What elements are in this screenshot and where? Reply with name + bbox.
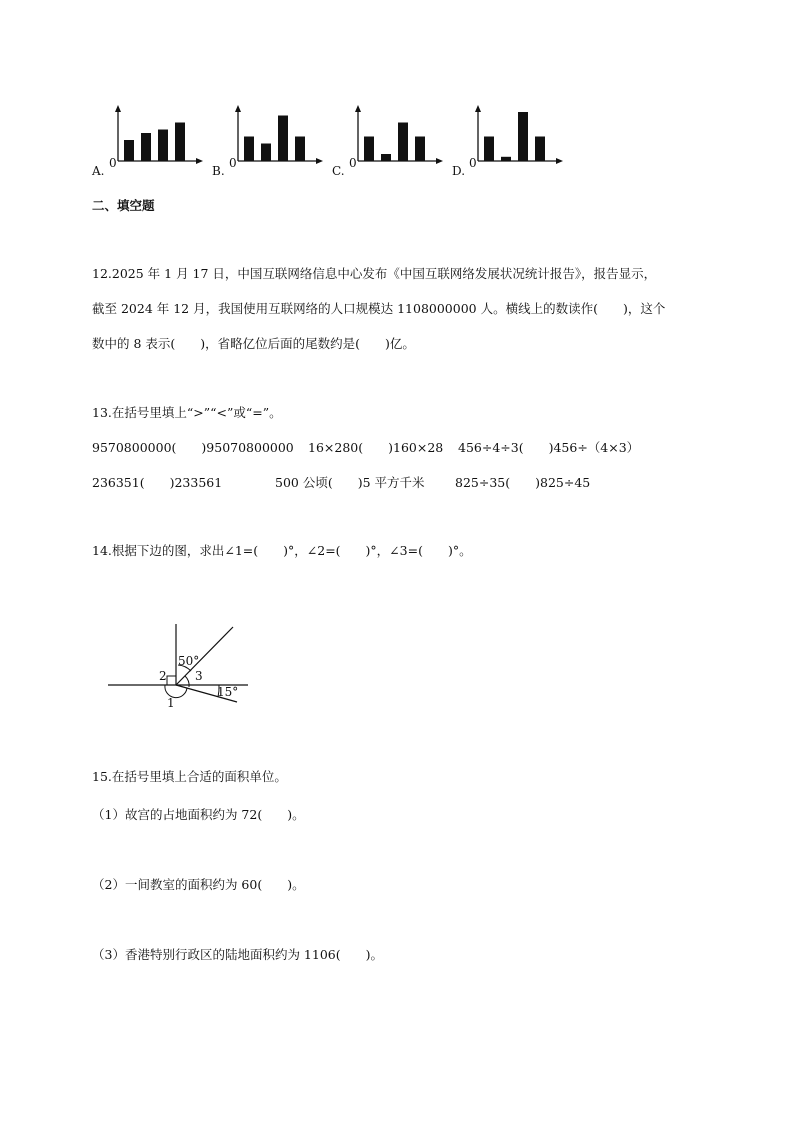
option-a[interactable]	[92, 104, 212, 180]
q12-line-1: 12.2025 年 1 月 17 日，中国互联网络信息中心发布《中国互联网络发展状况统计报告》，报告显示，	[92, 266, 657, 281]
x-axis-arrow	[556, 158, 563, 164]
bar	[158, 130, 168, 162]
q13-title: 13.在括号里填上“>”“<”或“=”。	[92, 405, 282, 420]
bar	[261, 144, 271, 162]
q13-r2-c3: 825÷35( )825÷45	[455, 475, 591, 490]
q14-text: 14.根据下边的图，求出∠1=( )°，∠2=( )°，∠3=( )°。	[92, 543, 472, 558]
option-d[interactable]	[452, 104, 572, 180]
bar	[484, 137, 494, 162]
bar	[501, 157, 511, 161]
x-axis-arrow	[196, 158, 203, 164]
option-d-chart	[470, 104, 570, 168]
x-axis-arrow	[316, 158, 323, 164]
option-b[interactable]	[212, 104, 332, 180]
bar	[175, 123, 185, 162]
bar	[364, 137, 374, 162]
bar	[278, 116, 288, 162]
option-c-label: C.	[332, 164, 345, 178]
q13-r2-c1: 236351( )233561	[92, 475, 223, 490]
option-d-zero: 0	[469, 156, 477, 170]
option-b-chart	[230, 104, 330, 168]
label-15-deg: 15°	[217, 685, 239, 699]
q13-r1-c1: 9570800000( )95070800000	[92, 440, 294, 455]
option-d-label: D.	[452, 164, 466, 178]
q13-r1-c2: 16×280( )160×28	[308, 440, 444, 455]
q13-r2-c2: 500 公顷( )5 平方千米	[275, 475, 425, 490]
bar	[535, 137, 545, 162]
label-angle-3: 3	[195, 669, 203, 683]
bar	[381, 154, 391, 161]
option-c-zero: 0	[349, 156, 357, 170]
y-axis-arrow	[475, 105, 481, 112]
y-axis-arrow	[355, 105, 361, 112]
option-b-zero: 0	[229, 156, 237, 170]
option-c[interactable]	[332, 104, 452, 180]
label-angle-1: 1	[167, 696, 175, 710]
bar	[398, 123, 408, 162]
x-axis-arrow	[436, 158, 443, 164]
bar	[124, 140, 134, 161]
option-b-label: B.	[212, 164, 225, 178]
label-angle-2: 2	[159, 669, 167, 683]
bar	[141, 133, 151, 161]
bar	[415, 137, 425, 162]
q15-title: 15.在括号里填上合适的面积单位。	[92, 769, 287, 784]
option-a-label: A.	[92, 164, 105, 178]
option-c-chart	[350, 104, 450, 168]
q15-item-3: （3）香港特别行政区的陆地面积约为 1106( )。	[92, 947, 383, 962]
section-title: 二、填空题	[92, 198, 155, 213]
y-axis-arrow	[235, 105, 241, 112]
label-50-deg: 50°	[178, 654, 200, 668]
y-axis-arrow	[115, 105, 121, 112]
q15-item-1: （1）故宫的占地面积约为 72( )。	[92, 807, 305, 822]
option-a-zero: 0	[109, 156, 117, 170]
option-a-chart	[110, 104, 210, 168]
q12-line-2: 截至 2024 年 12 月，我国使用互联网络的人口规模达 1108000000 人。横线上的数读作( )，这个	[92, 301, 666, 316]
bar	[295, 137, 305, 162]
q12-line-3: 数中的 8 表示( )，省略亿位后面的尾数约是( )亿。	[92, 336, 415, 351]
angle-figure	[100, 614, 260, 714]
q13-r1-c3: 456÷4÷3( )456÷（4×3）	[458, 440, 640, 455]
q15-item-2: （2）一间教室的面积约为 60( )。	[92, 877, 305, 892]
bar	[244, 137, 254, 162]
bar	[518, 112, 528, 161]
